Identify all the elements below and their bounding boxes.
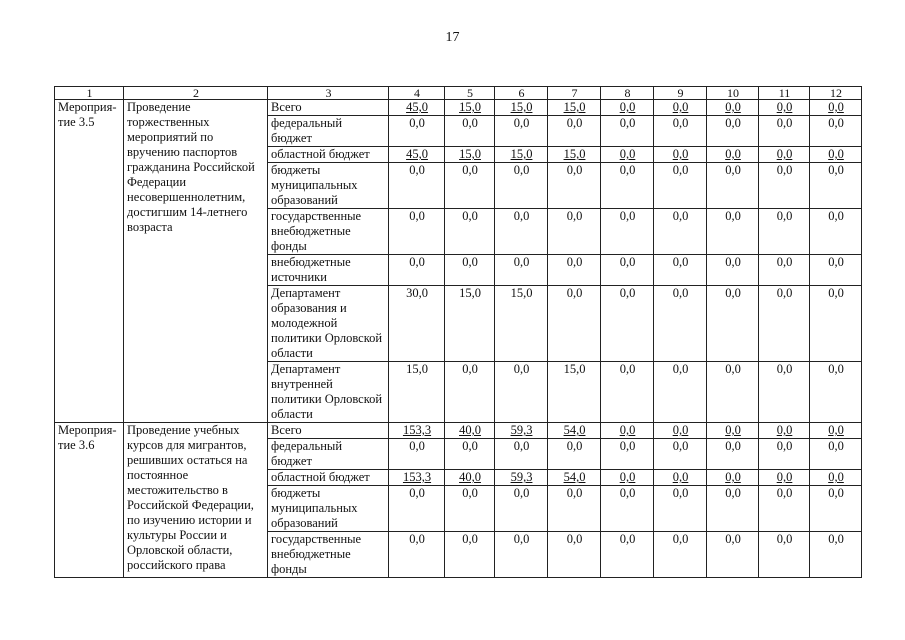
- amount-cell: 0,0: [707, 116, 759, 147]
- amount-cell: 0,0: [759, 163, 810, 209]
- column-header: 1: [55, 87, 124, 100]
- amount-cell: 15,0: [495, 286, 548, 362]
- column-header: 12: [810, 87, 862, 100]
- amount-cell: 0,0: [707, 362, 759, 423]
- amount-cell: 0,0: [445, 486, 495, 532]
- amount-cell: 0,0: [810, 286, 862, 362]
- amount-cell: 153,3: [389, 470, 445, 486]
- amount-cell: 0,0: [810, 163, 862, 209]
- amount-cell: 0,0: [654, 362, 707, 423]
- column-header: 9: [654, 87, 707, 100]
- amount-cell: 0,0: [707, 255, 759, 286]
- amount-cell: 0,0: [654, 255, 707, 286]
- amount-cell: 0,0: [810, 362, 862, 423]
- amount-cell: 0,0: [759, 209, 810, 255]
- amount-cell: 0,0: [810, 100, 862, 116]
- column-header: 4: [389, 87, 445, 100]
- amount-cell: 0,0: [759, 147, 810, 163]
- amount-cell: 0,0: [810, 423, 862, 439]
- amount-cell: 0,0: [810, 116, 862, 147]
- amount-cell: 0,0: [389, 209, 445, 255]
- amount-cell: 0,0: [759, 100, 810, 116]
- column-header: 10: [707, 87, 759, 100]
- measure-id: Мероприя- тие 3.5: [55, 100, 124, 423]
- budget-table: [54, 86, 862, 578]
- amount-cell: 0,0: [389, 532, 445, 578]
- amount-cell: 40,0: [445, 423, 495, 439]
- amount-cell: 0,0: [548, 439, 601, 470]
- amount-cell: 0,0: [601, 532, 654, 578]
- amount-cell: 0,0: [810, 147, 862, 163]
- amount-cell: 0,0: [548, 163, 601, 209]
- amount-cell: 0,0: [495, 532, 548, 578]
- table-row: [55, 423, 862, 439]
- amount-cell: 0,0: [654, 100, 707, 116]
- amount-cell: 15,0: [389, 362, 445, 423]
- amount-cell: 0,0: [759, 439, 810, 470]
- amount-cell: 0,0: [707, 470, 759, 486]
- amount-cell: 0,0: [810, 470, 862, 486]
- amount-cell: 0,0: [654, 163, 707, 209]
- amount-cell: 0,0: [707, 209, 759, 255]
- amount-cell: 0,0: [548, 209, 601, 255]
- amount-cell: 54,0: [548, 423, 601, 439]
- amount-cell: 0,0: [601, 163, 654, 209]
- amount-cell: 0,0: [548, 286, 601, 362]
- amount-cell: 0,0: [707, 147, 759, 163]
- amount-cell: 0,0: [654, 423, 707, 439]
- amount-cell: 0,0: [389, 439, 445, 470]
- amount-cell: 0,0: [654, 486, 707, 532]
- amount-cell: 0,0: [445, 362, 495, 423]
- column-header: 11: [759, 87, 810, 100]
- page-number: 17: [445, 30, 460, 45]
- amount-cell: 59,3: [495, 423, 548, 439]
- funding-source: Департамент внутренней политики Орловской области: [268, 362, 389, 423]
- funding-source: государственные внебюджетные фонды: [268, 209, 389, 255]
- amount-cell: 0,0: [548, 486, 601, 532]
- amount-cell: 0,0: [495, 116, 548, 147]
- amount-cell: 40,0: [445, 470, 495, 486]
- amount-cell: 0,0: [601, 470, 654, 486]
- column-header: 2: [124, 87, 268, 100]
- amount-cell: 0,0: [445, 116, 495, 147]
- amount-cell: 0,0: [445, 532, 495, 578]
- funding-source: областной бюджет: [268, 147, 389, 163]
- amount-cell: 0,0: [495, 163, 548, 209]
- amount-cell: 59,3: [495, 470, 548, 486]
- funding-source: бюджеты муниципальных образований: [268, 163, 389, 209]
- amount-cell: 0,0: [601, 100, 654, 116]
- funding-source: областной бюджет: [268, 470, 389, 486]
- funding-source: федеральный бюджет: [268, 116, 389, 147]
- amount-cell: 0,0: [601, 255, 654, 286]
- measure-id: Мероприя- тие 3.6: [55, 423, 124, 578]
- funding-source: Всего: [268, 100, 389, 116]
- amount-cell: 0,0: [601, 439, 654, 470]
- amount-cell: 0,0: [707, 286, 759, 362]
- amount-cell: 153,3: [389, 423, 445, 439]
- amount-cell: 0,0: [759, 255, 810, 286]
- funding-source: бюджеты муниципальных образований: [268, 486, 389, 532]
- amount-cell: 0,0: [601, 423, 654, 439]
- amount-cell: 0,0: [495, 255, 548, 286]
- column-header: 7: [548, 87, 601, 100]
- amount-cell: 0,0: [654, 116, 707, 147]
- funding-source: государственные внебюджетные фонды: [268, 532, 389, 578]
- amount-cell: 0,0: [548, 116, 601, 147]
- amount-cell: 0,0: [707, 423, 759, 439]
- column-header: 5: [445, 87, 495, 100]
- amount-cell: 0,0: [654, 470, 707, 486]
- amount-cell: 0,0: [810, 439, 862, 470]
- amount-cell: 0,0: [707, 439, 759, 470]
- table-body: [55, 87, 862, 578]
- amount-cell: 0,0: [389, 255, 445, 286]
- amount-cell: 15,0: [495, 147, 548, 163]
- amount-cell: 45,0: [389, 100, 445, 116]
- funding-source: Всего: [268, 423, 389, 439]
- amount-cell: 0,0: [389, 486, 445, 532]
- amount-cell: 0,0: [759, 423, 810, 439]
- amount-cell: 30,0: [389, 286, 445, 362]
- amount-cell: 15,0: [445, 100, 495, 116]
- amount-cell: 0,0: [810, 209, 862, 255]
- amount-cell: 0,0: [759, 532, 810, 578]
- amount-cell: 0,0: [495, 362, 548, 423]
- amount-cell: 0,0: [759, 116, 810, 147]
- amount-cell: 0,0: [548, 255, 601, 286]
- amount-cell: 0,0: [601, 147, 654, 163]
- amount-cell: 54,0: [548, 470, 601, 486]
- amount-cell: 0,0: [759, 362, 810, 423]
- amount-cell: 15,0: [495, 100, 548, 116]
- measure-title: Проведение торжественных мероприятий по вручению паспортов гражданина Российской Федерации несовершеннолетним, достигшим 14-летнего возраста: [124, 100, 268, 423]
- amount-cell: 0,0: [759, 470, 810, 486]
- amount-cell: 0,0: [445, 209, 495, 255]
- amount-cell: 0,0: [707, 163, 759, 209]
- amount-cell: 15,0: [445, 147, 495, 163]
- amount-cell: 0,0: [654, 439, 707, 470]
- amount-cell: 0,0: [654, 532, 707, 578]
- column-header: 6: [495, 87, 548, 100]
- amount-cell: 0,0: [654, 147, 707, 163]
- amount-cell: 0,0: [810, 486, 862, 532]
- amount-cell: 0,0: [707, 532, 759, 578]
- amount-cell: 0,0: [601, 116, 654, 147]
- amount-cell: 15,0: [548, 362, 601, 423]
- header-row: [55, 87, 862, 100]
- amount-cell: 0,0: [810, 255, 862, 286]
- amount-cell: 0,0: [389, 116, 445, 147]
- amount-cell: 0,0: [389, 163, 445, 209]
- measure-title: Проведение учебных курсов для мигрантов, решивших остаться на постоянное местожительство в Российской Федерации, по изучению истории и культуры России и Орловской области, российского права: [124, 423, 268, 578]
- amount-cell: 0,0: [759, 286, 810, 362]
- amount-cell: 0,0: [707, 100, 759, 116]
- amount-cell: 0,0: [495, 486, 548, 532]
- amount-cell: 15,0: [445, 286, 495, 362]
- amount-cell: 15,0: [548, 100, 601, 116]
- amount-cell: 0,0: [654, 286, 707, 362]
- funding-source: федеральный бюджет: [268, 439, 389, 470]
- amount-cell: 0,0: [495, 209, 548, 255]
- table-row: [55, 100, 862, 116]
- amount-cell: 0,0: [810, 532, 862, 578]
- amount-cell: 0,0: [445, 439, 495, 470]
- amount-cell: 0,0: [445, 255, 495, 286]
- amount-cell: 0,0: [707, 486, 759, 532]
- column-header: 3: [268, 87, 389, 100]
- funding-source: внебюджетные источники: [268, 255, 389, 286]
- amount-cell: 0,0: [601, 286, 654, 362]
- amount-cell: 0,0: [601, 362, 654, 423]
- amount-cell: 0,0: [601, 486, 654, 532]
- amount-cell: 0,0: [654, 209, 707, 255]
- amount-cell: 0,0: [495, 439, 548, 470]
- amount-cell: 0,0: [445, 163, 495, 209]
- amount-cell: 45,0: [389, 147, 445, 163]
- amount-cell: 0,0: [601, 209, 654, 255]
- amount-cell: 0,0: [759, 486, 810, 532]
- column-header: 8: [601, 87, 654, 100]
- amount-cell: 0,0: [548, 532, 601, 578]
- funding-source: Департамент образования и молодежной политики Орловской области: [268, 286, 389, 362]
- amount-cell: 15,0: [548, 147, 601, 163]
